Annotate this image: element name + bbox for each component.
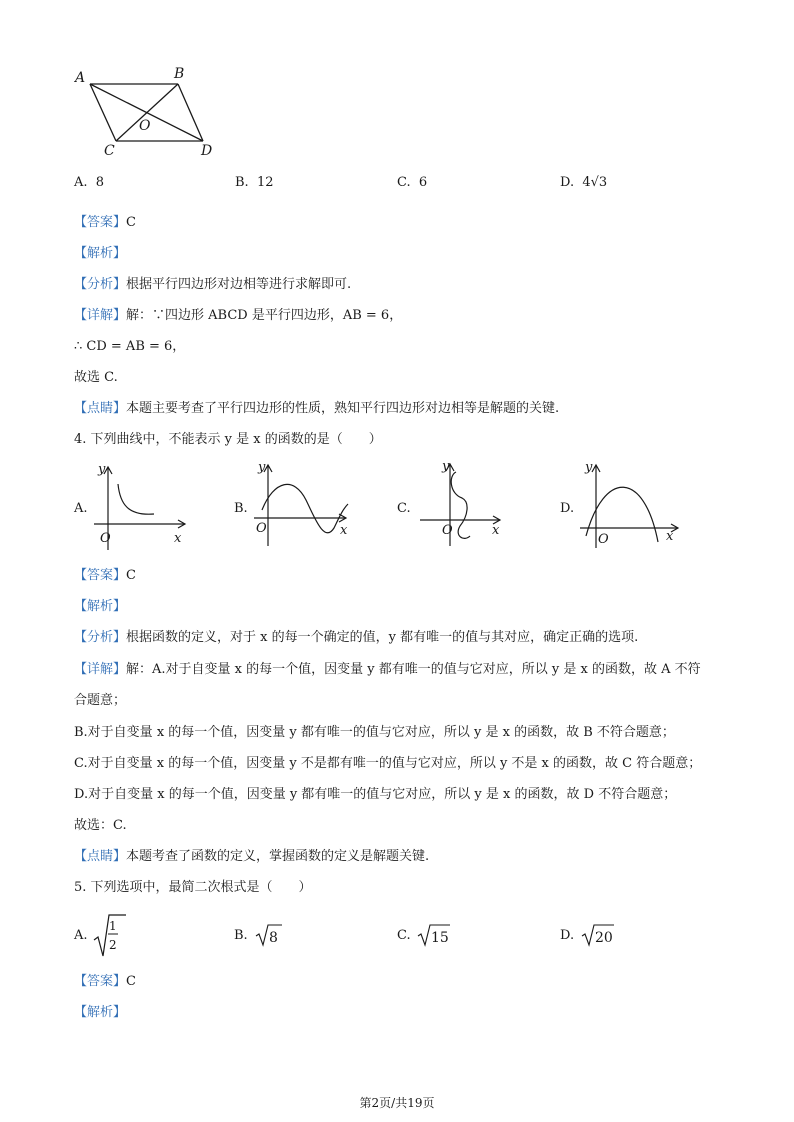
q3-option-c-letter: C. [397, 175, 411, 190]
q4-option-c-letter[interactable]: C. [397, 501, 411, 516]
q4-dianjing [74, 848, 429, 866]
q4-dianjing-tag: 【点睛】 [74, 849, 127, 864]
q5c-radicand: 15 [431, 930, 449, 946]
label-d: D [201, 143, 213, 159]
q4d-x-label: x [666, 529, 674, 544]
q4c-origin: O [442, 523, 453, 538]
q4c-s-curve [451, 472, 470, 538]
q4-graph-c[interactable] [414, 456, 514, 552]
q4d-parabola [586, 487, 658, 542]
q3-dianjing [74, 400, 559, 418]
q5-answer-tag: 【答案】 [74, 974, 127, 989]
q3-answer-value: C [126, 215, 136, 230]
q3-fenxi-text: 根据平行四边形对边相等进行求解即可. [126, 277, 352, 292]
q5-option-a-radical[interactable] [92, 912, 128, 958]
q3-step2: ∴ CD = AB = 6， [74, 339, 186, 354]
q3-option-d-text: 4√3 [582, 175, 608, 190]
q4-graph-b[interactable] [250, 456, 362, 552]
q5-option-b-letter[interactable]: B. [234, 928, 248, 943]
q3-option-b-text: 12 [256, 175, 274, 190]
label-c: C [104, 143, 115, 159]
q4-jiexi-tag: 【解析】 [74, 599, 127, 614]
q3-fenxi [74, 276, 351, 294]
q4-answer-tag: 【答案】 [74, 568, 127, 583]
segment-ca [90, 84, 116, 141]
q4-fenxi-tag: 【分析】 [74, 630, 127, 645]
q5-answer [74, 973, 136, 991]
q3-option-d[interactable] [560, 174, 607, 192]
q3-answer [74, 214, 136, 232]
q3-option-b-letter: B. [235, 175, 249, 190]
q5-option-a-letter[interactable]: A. [74, 928, 88, 943]
q4a-x-label: x [174, 531, 182, 546]
q4b-sine-curve [262, 484, 348, 532]
q3-option-a[interactable] [74, 174, 104, 192]
q3-xiangjie-tag: 【详解】 [74, 308, 127, 323]
q4-option-d-letter[interactable]: D. [560, 501, 575, 516]
q4-answer [74, 567, 136, 585]
q4a-curve [118, 484, 154, 514]
q5-option-d-letter[interactable]: D. [560, 928, 575, 943]
q5-answer-value: C [126, 974, 136, 989]
q4b-origin: O [256, 521, 267, 536]
q4b-y-label: y [258, 460, 266, 475]
q3-jiexi-tag: 【解析】 [74, 246, 127, 261]
q3-option-a-text: 8 [95, 175, 105, 190]
q3-option-a-letter: A. [74, 175, 88, 190]
q4b-x-label: x [340, 523, 348, 538]
q3-option-c-text: 6 [418, 175, 428, 190]
q4-answer-value: C [126, 568, 136, 583]
q4-xiangjie-c: C.对于自变量 x 的每一个值，因变量 y 不是都有唯一的值与它对应，所以 y 不是 x 的函数，故 C 符合题意； [74, 756, 702, 771]
q4-fenxi [74, 629, 638, 647]
q3-step3: 故选 C. [74, 370, 118, 385]
q5-jiexi-tag: 【解析】 [74, 1005, 127, 1020]
q5a-numerator: 1 [109, 919, 117, 933]
q4a-y-label: y [98, 462, 106, 477]
q3-dianjing-text: 本题主要考查了平行四边形的性质，熟知平行四边形对边相等是解题的关键. [126, 401, 560, 416]
q5b-radicand: 8 [269, 930, 278, 946]
q4d-y-label: y [585, 460, 593, 475]
label-o: O [139, 118, 151, 134]
q4-stem: 4. 下列曲线中，不能表示 y 是 x 的函数的是（ ） [74, 432, 382, 447]
q3-option-c[interactable] [397, 174, 427, 192]
q4c-x-label: x [492, 523, 500, 538]
q3-dianjing-tag: 【点睛】 [74, 401, 127, 416]
label-b: B [174, 66, 185, 82]
q3-answer-tag: 【答案】 [74, 215, 127, 230]
q5a-denominator: 2 [109, 938, 117, 952]
q4a-origin: O [100, 531, 111, 546]
q4-fenxi-text: 根据函数的定义，对于 x 的每一个确定的值，y 都有唯一的值与其对应，确定正确的选项. [126, 630, 639, 645]
q5-option-b-radical[interactable] [254, 922, 284, 948]
q4-option-b-letter[interactable]: B. [234, 501, 248, 516]
q4-graph-d[interactable] [576, 456, 686, 552]
parallelogram-figure [70, 64, 230, 164]
segment-bd [178, 84, 203, 141]
q4-xiangjie-tag: 【详解】 [74, 662, 127, 677]
q4-graph-a[interactable] [90, 458, 200, 554]
q4-xiangjie-d: D.对于自变量 x 的每一个值，因变量 y 都有唯一的值与它对应，所以 y 是 x 的函数，故 D 不符合题意； [74, 787, 677, 802]
q5-stem: 5. 下列选项中，最简二次根式是（ ） [74, 880, 312, 895]
q4-xiangjie-b: B.对于自变量 x 的每一个值，因变量 y 都有唯一的值与它对应，所以 y 是 x 的函数，故 B 不符合题意； [74, 725, 675, 740]
q3-xiangjie [74, 307, 402, 325]
q3-option-b[interactable] [235, 174, 274, 192]
q5-option-c-letter[interactable]: C. [397, 928, 411, 943]
q4-dianjing-text: 本题考查了函数的定义，掌握函数的定义是解题关键. [126, 849, 430, 864]
page-footer: 第2页/共19页 [359, 1096, 435, 1110]
q4-guxuan: 故选：C. [74, 818, 127, 833]
q4-xiangjie-a1 [74, 661, 701, 679]
q5-option-d-radical[interactable] [580, 922, 616, 948]
q3-xiangjie-text: 解：∵四边形 ABCD 是平行四边形，AB = 6， [126, 308, 403, 323]
q4c-y-label: y [442, 459, 450, 474]
q4-option-a-letter[interactable]: A. [74, 501, 88, 516]
q5d-radicand: 20 [595, 930, 613, 946]
q4-xiangjie-a1-text: 解：A.对于自变量 x 的每一个值，因变量 y 都有唯一的值与它对应，所以 y 是 x 的函数，故 A 不符 [126, 662, 701, 677]
q4-xiangjie-a2: 合题意； [74, 693, 127, 708]
q3-fenxi-tag: 【分析】 [74, 277, 127, 292]
q4d-origin: O [598, 532, 609, 547]
q5-option-c-radical[interactable] [416, 922, 452, 948]
q3-option-d-letter: D. [560, 175, 575, 190]
label-a: A [75, 70, 86, 86]
